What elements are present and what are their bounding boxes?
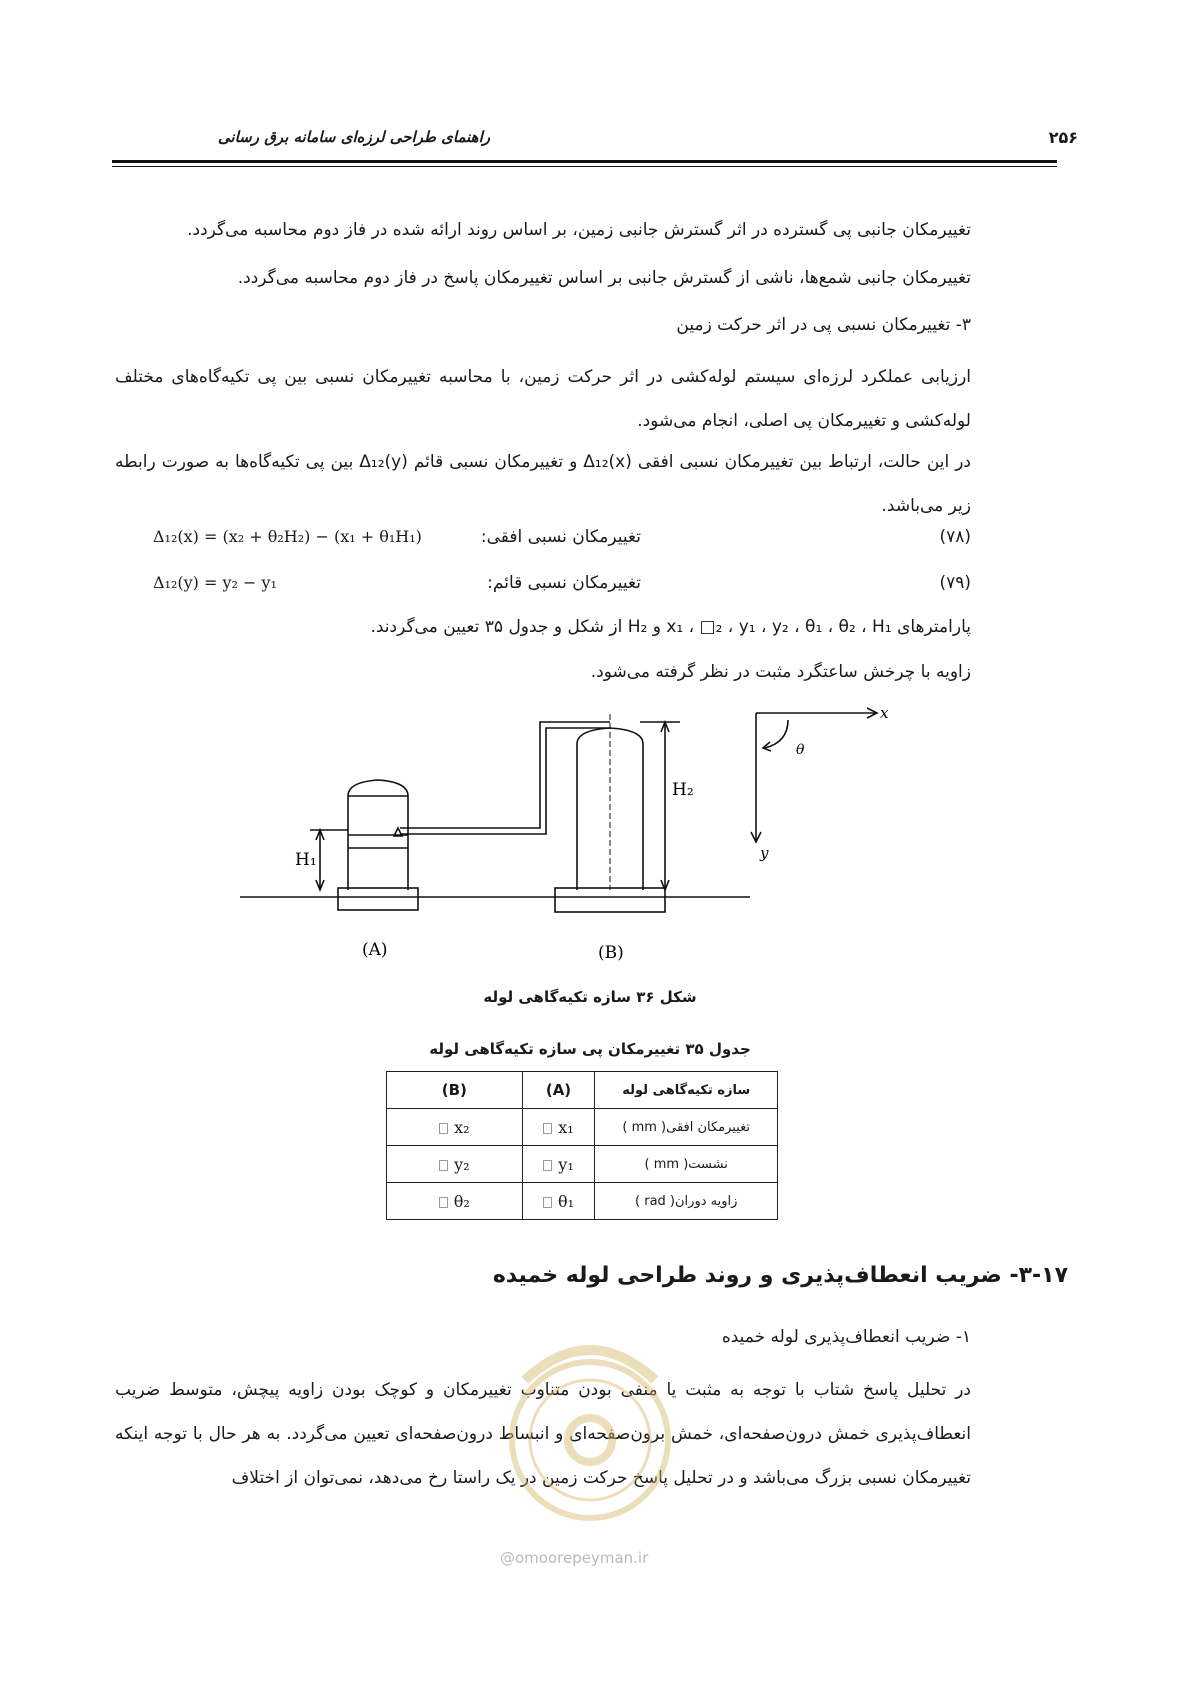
pipe-support-figure [240,700,940,970]
figure-caption: شکل ۳۶ سازه تکیه‌گاهی لوله [483,988,697,1006]
column-header-b: (B) [387,1072,523,1109]
cell-a: θ₁ [557,1191,575,1211]
column-header-a: (A) [522,1072,595,1109]
equation-label: تغییرمکان نسبی افقی: [480,527,641,547]
watermark-seal-icon [495,1320,685,1550]
row-label: زاویه دوران( rad ) [595,1183,778,1220]
label-b: (B) [598,943,624,963]
cell-b: θ₂ [453,1191,470,1211]
page-number: ۲۵۶ [1048,128,1078,147]
equation-label: تغییرمکان نسبی قائم: [487,573,641,593]
row-label: تغییرمکان افقی( mm ) [595,1109,778,1146]
section-paragraph: در تحلیل پاسخ شتاب با توجه به مثبت یا منفی بودن متناوب تغییرمکان و کوچک بودن زاویه پیچش، متوسط ضریب انعطاف‌پذیری خمش درون‌صفحه‌ای، خمش برون‌صفحه‌ای و انبساط درون‌صفحه‌ای تعیین می‌گردد. به هر حال با توجه اینکه تغییرمکان نسبی بزرگ می‌باشد و در تحلیل پاسخ حرکت زمین در یک راستا رخ می‌دهد، نمی‌توان از اختلاف [115,1380,971,1488]
label-h2: H₂ [672,780,694,800]
label-y-axis: y [760,844,769,862]
running-header-title: راهنمای طراحی لرزه‌ای سامانه برق رسانی [217,128,490,146]
placeholder-box [439,1123,448,1134]
table-caption: جدول ۳۵ تغییرمکان پی سازه تکیه‌گاهی لوله [429,1040,751,1058]
watermark-text: @omoorepeyman.ir [500,1549,649,1567]
list-item-3: ۳- تغییرمکان نسبی پی در اثر حرکت زمین [676,315,971,335]
equation-78 [115,527,971,557]
paragraph-angle: زاویه با چرخش ساعتگرد مثبت در نظر گرفته می‌شود. [590,662,971,682]
paragraph-1: تغییرمکان جانبی پی گسترده در اثر گسترش جانبی زمین، بر اساس روند ارائه شده در فاز دوم محاسبه می‌گردد. [187,220,971,240]
cell-b: x₂ [454,1117,470,1137]
equation-number: (۷۸) [939,527,971,547]
list-item-1: ۱- ضریب انعطاف‌پذیری لوله خمیده [721,1327,971,1347]
equation-79 [115,573,971,603]
section-heading: ۳-۱۷- ضریب انعطاف‌پذیری و روند طراحی لوله خمیده [492,1263,1068,1288]
row-label: نشست( mm ) [595,1146,778,1183]
table-header-row [387,1072,778,1109]
cell-b: y₂ [454,1154,470,1174]
label-theta: θ [796,742,805,758]
placeholder-box [439,1160,448,1171]
placeholder-box [543,1123,552,1134]
placeholder-box [439,1197,448,1208]
table-row [387,1146,778,1183]
foundation-displacement-table [386,1071,778,1220]
paragraph-5: در این حالت، ارتباط بین تغییرمکان نسبی افقی Δ₁₂(x) و تغییرمکان نسبی قائم Δ₁₂(y) بین پی تکیه‌گاه‌ها به صورت رابطه زیر می‌باشد. [115,452,971,516]
label-a: (A) [362,940,388,960]
label-h1: H₁ [295,850,317,870]
paragraph-parameters: پارامترهای x₁ ، □₂ ، y₁ ، y₂ ، θ₁ ، θ₂ ، H₁ و H₂ از شکل و جدول ۳۵ تعیین می‌گردند. [370,617,971,637]
equation-number: (۷۹) [939,573,971,593]
label-x-axis: x [880,704,889,722]
paragraph-2: تغییرمکان جانبی شمع‌ها، ناشی از گسترش جانبی بر اساس تغییرمکان پاسخ در فاز دوم محاسبه می‌گردد. [237,268,971,288]
paragraph-4: ارزیابی عملکرد لرزه‌ای سیستم لوله‌کشی در اثر حرکت زمین، با محاسبه تغییرمکان نسبی بین پی تکیه‌گاه‌های مختلف لوله‌کشی و تغییرمکان پی اصلی، انجام می‌شود. [115,367,971,431]
table-row [387,1183,778,1220]
table-row [387,1109,778,1146]
column-header-structure: سازه تکیه‌گاهی لوله [595,1072,778,1109]
equation-formula: Δ₁₂(y) = y₂ − y₁ [153,573,277,592]
header-rule-thin [112,166,1057,167]
cell-a: x₁ [558,1117,574,1137]
equation-formula: Δ₁₂(x) = (x₂ + θ₂H₂) − (x₁ + θ₁H₁) [153,527,422,546]
placeholder-box [543,1197,552,1208]
placeholder-box [543,1160,552,1171]
cell-a: y₁ [558,1154,574,1174]
header-rule [112,160,1057,163]
